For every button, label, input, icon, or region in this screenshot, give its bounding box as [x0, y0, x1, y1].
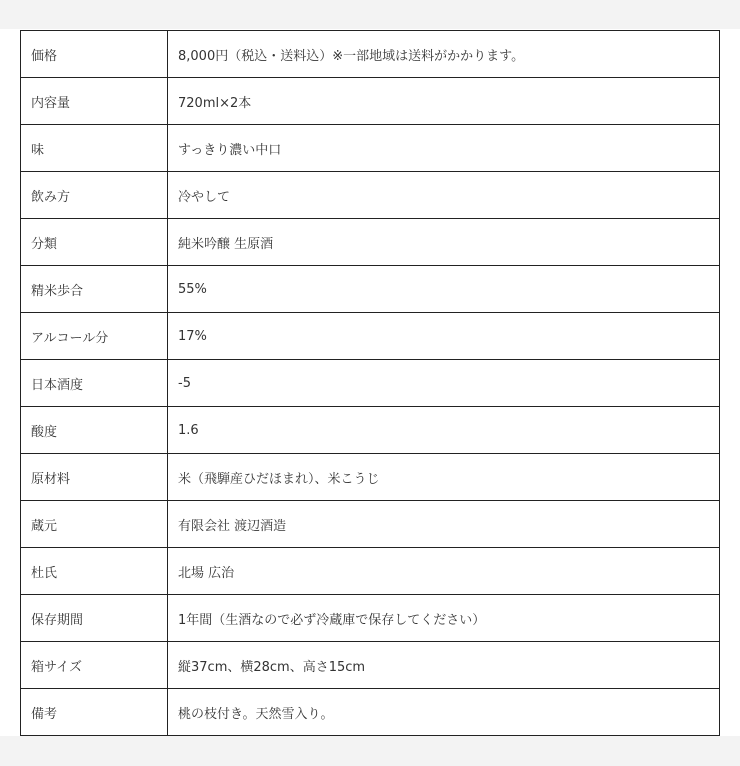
table-row [21, 642, 720, 689]
row-label: 飲み方 [21, 172, 168, 219]
row-label: 箱サイズ [21, 642, 168, 689]
row-label: 酸度 [21, 407, 168, 454]
row-value: 1年間（生酒なので必ず冷蔵庫で保存してください） [168, 595, 720, 642]
row-value: 縦37cm、横28cm、高さ15cm [168, 642, 720, 689]
row-label: 日本酒度 [21, 360, 168, 407]
table-row [21, 407, 720, 454]
row-value: すっきり濃い中口 [168, 125, 720, 172]
table-row [21, 454, 720, 501]
row-label: 内容量 [21, 78, 168, 125]
table-row [21, 548, 720, 595]
table-row [21, 219, 720, 266]
row-value: 純米吟醸 生原酒 [168, 219, 720, 266]
row-value: 有限会社 渡辺酒造 [168, 501, 720, 548]
table-row [21, 501, 720, 548]
row-value: 1.6 [168, 407, 720, 454]
table-row [21, 31, 720, 78]
row-label: 価格 [21, 31, 168, 78]
row-value: 桃の枝付き。天然雪入り。 [168, 689, 720, 736]
row-value: 冷やして [168, 172, 720, 219]
row-label: 蔵元 [21, 501, 168, 548]
row-value: 17% [168, 313, 720, 360]
row-label: 備考 [21, 689, 168, 736]
table-row [21, 172, 720, 219]
row-value: 米（飛騨産ひだほまれ）、米こうじ [168, 454, 720, 501]
table-row [21, 125, 720, 172]
row-label: 杜氏 [21, 548, 168, 595]
row-label: 原材料 [21, 454, 168, 501]
row-value: 55% [168, 266, 720, 313]
row-value: -5 [168, 360, 720, 407]
table-row [21, 595, 720, 642]
row-value: 720ml×2本 [168, 78, 720, 125]
product-spec-table [20, 30, 720, 736]
row-label: アルコール分 [21, 313, 168, 360]
row-label: 分類 [21, 219, 168, 266]
table-row [21, 266, 720, 313]
table-row [21, 313, 720, 360]
row-value: 8,000円（税込・送料込）※一部地域は送料がかかります。 [168, 31, 720, 78]
content-area [0, 29, 740, 736]
row-label: 精米歩合 [21, 266, 168, 313]
row-value: 北場 広治 [168, 548, 720, 595]
table-row [21, 689, 720, 736]
row-label: 保存期間 [21, 595, 168, 642]
table-row [21, 78, 720, 125]
row-label: 味 [21, 125, 168, 172]
table-row [21, 360, 720, 407]
